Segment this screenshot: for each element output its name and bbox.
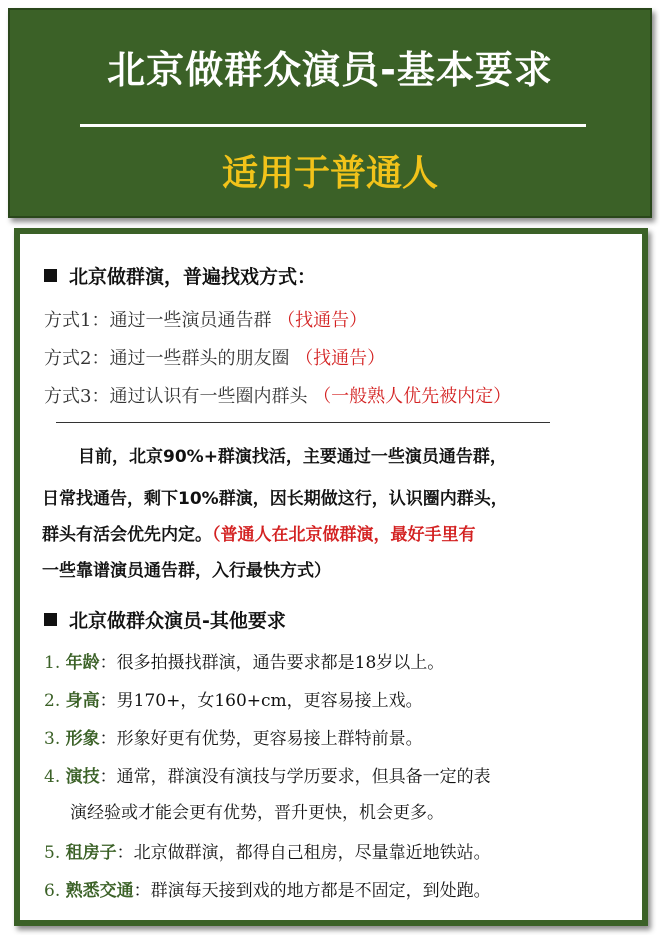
method-label: 方式1：通过一些演员通告群 — [44, 310, 272, 331]
requirement-key: 年龄 — [65, 653, 100, 673]
requirement-item — [44, 762, 491, 787]
square-bullet-icon — [44, 613, 57, 626]
requirement-text: ：北京做群演，都得自己租房，尽量靠近地铁站。 — [116, 843, 491, 863]
paragraph-line — [42, 520, 476, 545]
requirement-text: ：形象好更有优势，更容易接上群特前景。 — [99, 729, 423, 749]
requirement-key: 租房子 — [65, 843, 117, 863]
method-label: 方式3：通过认识有一些圈内群头 — [44, 386, 308, 407]
section1-heading-text: 北京做群演，普遍找戏方式： — [69, 266, 317, 288]
requirement-number: 3. — [44, 729, 61, 749]
page-title: 北京做群众演员-基本要求 — [107, 48, 553, 92]
requirement-text: ：很多拍摄找群演，通告要求都是18岁以上。 — [99, 653, 445, 673]
method-item — [44, 344, 385, 370]
method-item — [44, 306, 367, 332]
requirement-text: ：群演每天接到戏的地方都是不固定，到处跑。 — [133, 881, 491, 901]
requirement-number: 4. — [44, 767, 61, 787]
paragraph-line: 目前，北京90%+群演找活，主要通过一些演员通告群， — [78, 447, 507, 467]
section-divider — [56, 422, 550, 423]
section2-heading — [44, 606, 286, 633]
requirement-continuation: 演经验或才能会更有优势，晋升更快，机会更多。 — [70, 803, 444, 823]
paragraph-highlight: （普通人在北京做群演，最好手里有 — [212, 525, 476, 545]
requirement-item — [44, 648, 444, 673]
square-bullet-icon — [44, 269, 57, 282]
page-subtitle: 适用于普通人 — [221, 153, 438, 194]
section2-heading-text: 北京做群众演员-其他要求 — [69, 610, 286, 632]
requirement-item — [44, 876, 491, 901]
requirement-key: 身高 — [65, 691, 100, 711]
requirement-text: ：男170+，女160+cm，更容易接上戏。 — [99, 691, 423, 711]
paragraph-highlight: 一些靠谱演员通告群，入行最快方式） — [42, 561, 331, 581]
requirement-key: 演技 — [65, 767, 100, 787]
requirement-number: 5. — [44, 843, 61, 863]
content-panel — [20, 234, 642, 920]
requirement-item — [44, 686, 423, 711]
method-item — [44, 382, 511, 408]
header-banner — [8, 8, 652, 218]
requirement-key: 熟悉交通 — [65, 881, 134, 901]
paragraph-line: 日常找通告，剩下10%群演，因长期做这行，认识圈内群头， — [42, 489, 508, 509]
method-note: （找通告） — [295, 348, 386, 369]
requirement-number: 2. — [44, 691, 61, 711]
requirement-text: ：通常，群演没有演技与学历要求，但具备一定的表 — [99, 767, 491, 787]
section1-heading — [44, 262, 316, 289]
requirement-number: 1. — [44, 653, 61, 673]
paragraph-text: 群头有活会优先内定。 — [42, 525, 212, 545]
method-note: （一般熟人优先被内定） — [313, 386, 512, 407]
requirement-item — [44, 838, 491, 863]
method-label: 方式2：通过一些群头的朋友圈 — [44, 348, 290, 369]
requirement-item — [44, 724, 423, 749]
requirement-number: 6. — [44, 881, 61, 901]
content-card — [14, 228, 648, 926]
header-divider — [80, 124, 586, 127]
requirement-key: 形象 — [65, 729, 100, 749]
method-note: （找通告） — [277, 310, 368, 331]
